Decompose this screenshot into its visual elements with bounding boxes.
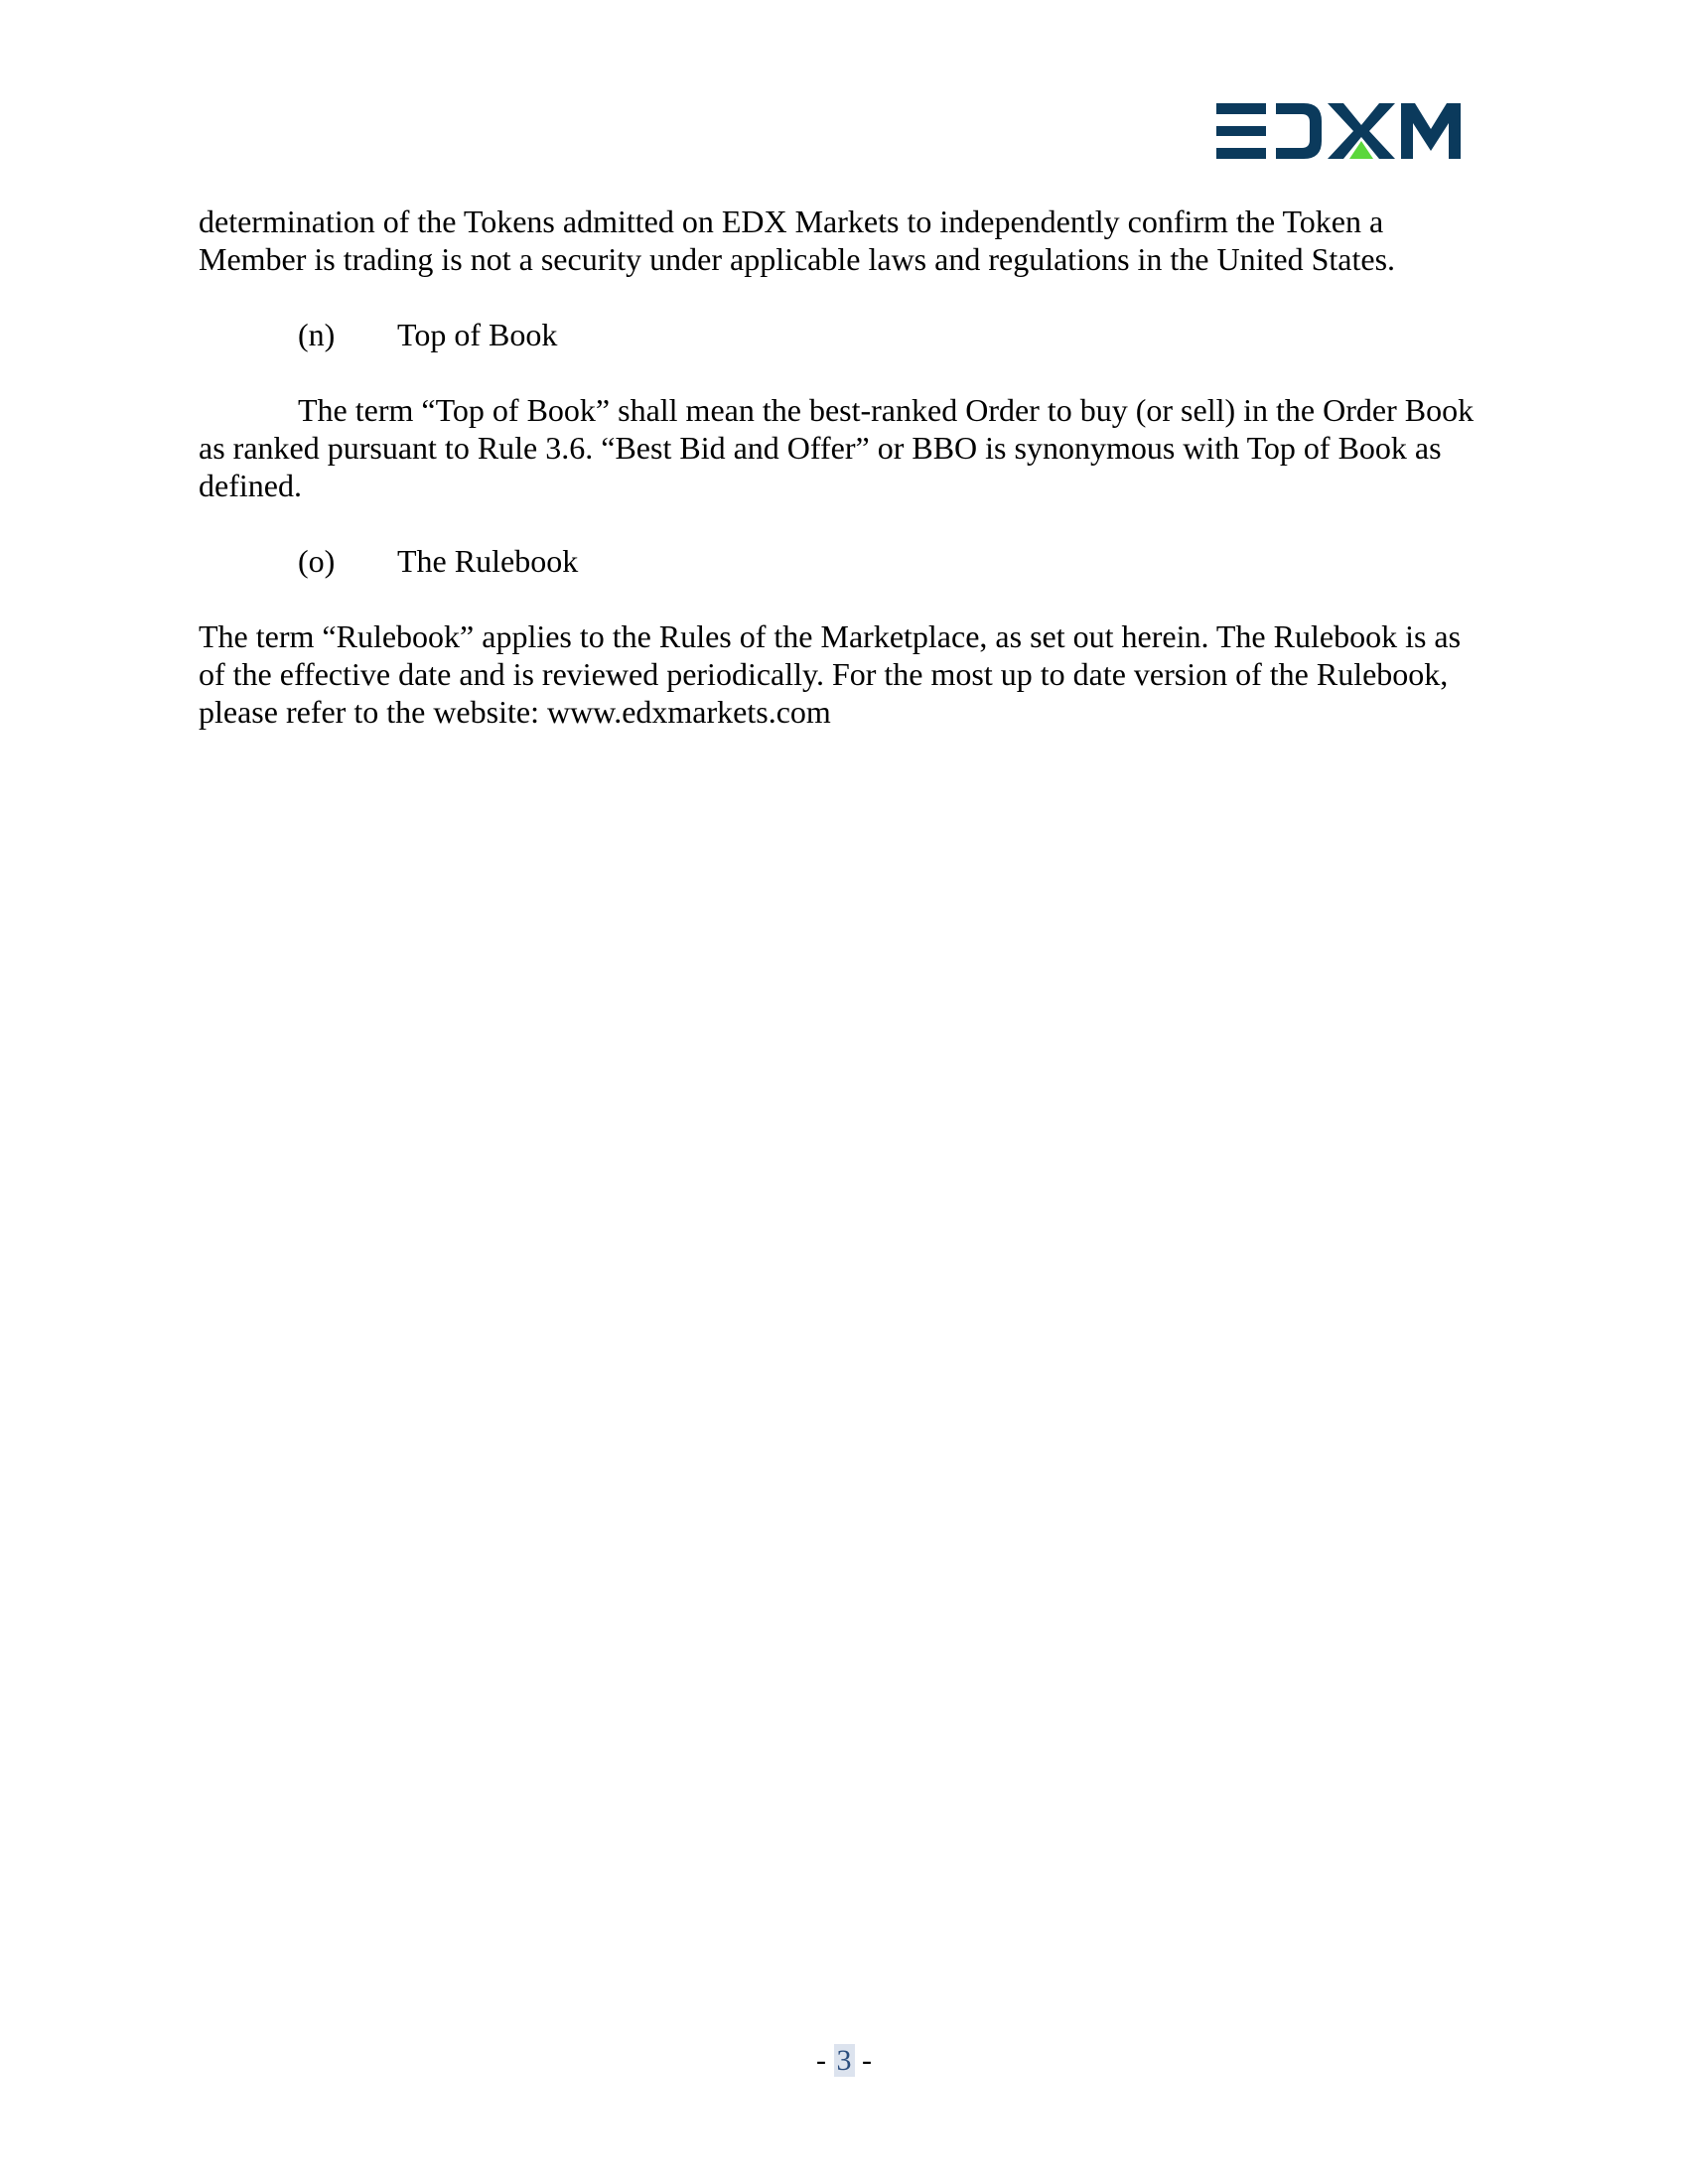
section-heading-n [199,316,1489,353]
continuation-paragraph: determination of the Tokens admitted on EDX Markets to independently confirm the Token a Member is trading is not a security under applicable laws and regulations in the United States. [199,204,1396,277]
edxm-logo [1216,95,1465,167]
section-number-o: (o) [298,543,336,579]
footer-prefix: - [816,2044,834,2077]
section-title-n: Top of Book [397,317,558,352]
section-heading-o [199,542,1489,580]
page-footer [0,2043,1688,2079]
top-of-book-paragraph: The term “Top of Book” shall mean the best-ranked Order to buy (or sell) in the Order Book as ranked pursuant to Rule 3.6. “Best Bid and Offer” or BBO is synonymous with Top of Book as defined. [199,392,1475,503]
page-number: 3 [834,2044,855,2077]
footer-suffix: - [854,2044,872,2077]
section-number-n: (n) [298,317,336,352]
section-title-o: The Rulebook [397,543,579,579]
document-body [199,203,1489,731]
edxm-logo-graphic [1216,95,1465,167]
rulebook-paragraph: The term “Rulebook” applies to the Rules of the Marketplace, as set out herein. The Rulebook is as of the effective date and is reviewed periodically. For the most up to date version of the Rulebook, please refer to the website: www.edxmarkets.com [199,618,1462,730]
